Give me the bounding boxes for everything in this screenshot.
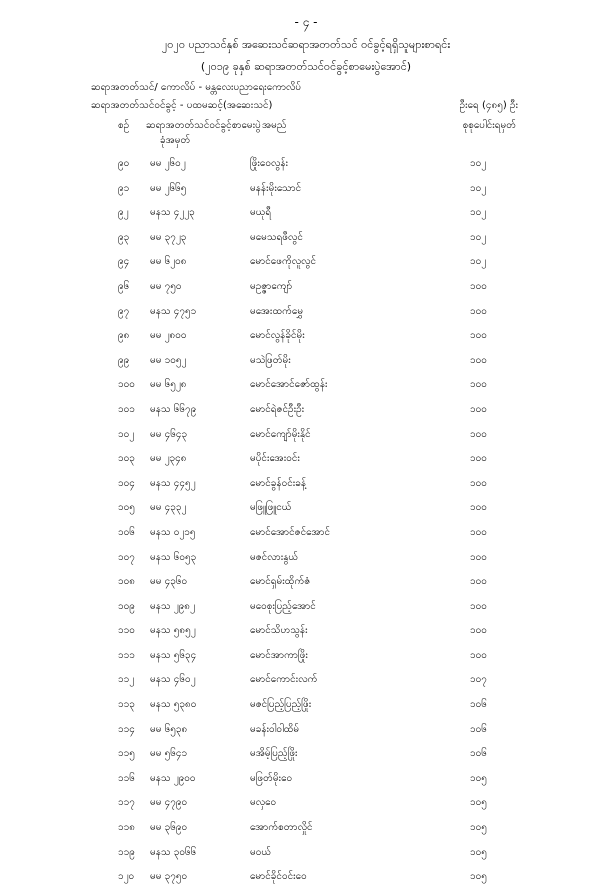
student-name: မောင်ရဲဇင်ဦးဦး — [250, 403, 305, 415]
document-subtitle: (၂၀၁၉ ခုနှစ် ဆရာအတတ်သင်ဝင်ခွင့်စာမေးပွဲအောင်) — [200, 60, 412, 73]
college-line: ဆရာအတတ်သင်/ ကောလိပ် - မန္တလေးပညာရေးကောလိပ် — [91, 82, 302, 93]
roll-number: မနသ ၄၇၅၁ — [150, 305, 197, 317]
total-score: ၁၀၀ — [470, 600, 487, 612]
student-name: မောင်ခိုင်ဝင်းဝေ — [250, 871, 307, 883]
total-score: ၁၀၀ — [470, 551, 487, 563]
student-name: မောင်ကောင်းလက် — [250, 674, 318, 686]
row-number: ၁၁၇ — [118, 797, 135, 809]
student-name: မောင်လွန်ခိုင်မိုး — [250, 330, 305, 342]
table-row — [0, 693, 612, 718]
roll-number: မနသ ၄၂၂၃ — [150, 207, 195, 219]
header-score: စုစုပေါင်းရမှတ် — [462, 120, 516, 131]
row-number: ၁၀၂ — [118, 428, 135, 440]
table-row — [0, 152, 612, 177]
total-score: ၁၀၀ — [470, 477, 487, 489]
total-score: ၁၀၀ — [470, 576, 487, 588]
total-score: ၁၀၅ — [470, 797, 487, 809]
table-row — [0, 865, 612, 890]
row-number: ၁၀၀ — [118, 379, 135, 391]
row-number: ၉၆ — [118, 280, 130, 292]
student-name: မောင်အောင်ဇော်ထွန်း — [250, 379, 328, 391]
roll-number: မမ ၄၃၆၀ — [150, 576, 188, 588]
table-row — [0, 546, 612, 571]
total-score: ၁၀၀ — [470, 428, 487, 440]
row-number: ၉၇ — [118, 305, 130, 317]
roll-number: မနသ ၀၂၁၅ — [150, 526, 196, 538]
total-count: ဦးရေ (၄၈၅) ဦး — [459, 100, 518, 111]
total-score: ၁၀၀ — [470, 403, 487, 415]
row-number: ၉၃ — [118, 231, 130, 243]
table-row — [0, 201, 612, 226]
roll-number: မမ ၇၅၀ — [150, 280, 182, 292]
roll-number: မနသ ၃၀၆၆ — [150, 846, 197, 858]
roll-number: မမ ၂၃၄၈ — [150, 453, 187, 465]
total-score: ၁၀၆ — [470, 748, 487, 760]
roll-number: မနသ ၂၉၀၀ — [150, 772, 196, 784]
total-score: ၁၀၆ — [470, 723, 487, 735]
table-row — [0, 275, 612, 300]
total-score: ၁၀၅ — [470, 772, 487, 784]
row-number: ၁၁၁ — [118, 649, 135, 661]
student-name: မလှဝေ — [250, 797, 277, 809]
row-number: ၁၀၇ — [118, 551, 135, 563]
table-row — [0, 570, 612, 595]
total-score: ၁၀၀ — [470, 526, 487, 538]
total-score: ၁၀၀ — [470, 625, 487, 637]
row-number: ၁၁၀ — [118, 625, 135, 637]
row-number: ၁၁၃ — [118, 699, 135, 711]
row-number: ၁၀၉ — [118, 600, 135, 612]
student-name: မဖြူဖြူငယ် — [250, 502, 292, 514]
roll-number: မမ ၃၇၂၃ — [150, 231, 187, 243]
roll-number: မနသ ၆၀၅၃ — [150, 551, 197, 563]
page-number: - ၄ - — [294, 15, 318, 29]
row-number: ၉၈ — [118, 330, 130, 342]
roll-number: မနသ ၆၆၇၉ — [150, 403, 197, 415]
table-row — [0, 423, 612, 448]
roll-number: မမ ၄၇၉၀ — [150, 797, 188, 809]
student-name: အောက်စတာလှိုင် — [250, 822, 313, 834]
roll-number: မနသ ၄၆၀၂ — [150, 674, 196, 686]
roll-number: မမ ၄၃၃၂ — [150, 502, 187, 514]
student-name: မဖြတ်မိုးဝေ — [250, 772, 293, 784]
roll-number: မမ ၃၆၉၀ — [150, 822, 188, 834]
row-number: ၁၁၆ — [118, 772, 135, 784]
table-row — [0, 619, 612, 644]
student-name: မအေးထက်မွှေ — [250, 305, 304, 317]
table-row — [0, 742, 612, 767]
row-number: ၉၁ — [118, 182, 130, 194]
row-number: ၁၀၆ — [118, 526, 135, 538]
student-name: မသဲဖြတ်မိုး — [250, 354, 291, 366]
total-score: ၁၀၂ — [470, 158, 487, 169]
total-score: ၁၀၀ — [470, 354, 487, 366]
roll-number: မနသ ၅၈၅၂ — [150, 625, 196, 637]
roll-number: မနသ ၅၆၃၄ — [150, 649, 197, 661]
table-row — [0, 447, 612, 472]
document-title: ၂၀၂၀ ပညာသင်နှစ် အဆေးသင်ဆရာအတတ်သင် ဝင်ခွင့်ရရှိသူများစာရင်း — [161, 38, 451, 51]
table-row — [0, 791, 612, 816]
student-name: မပိုင်းအေးဝင်း — [250, 453, 300, 465]
total-score: ၁၀၀ — [470, 502, 487, 514]
row-number: ၁၀၃ — [118, 453, 135, 465]
student-name: မောင်သိဟသွန်း — [250, 625, 308, 637]
row-number: ၁၁၉ — [118, 846, 135, 858]
student-name: မခန်းဝါဝါထိမ် — [250, 723, 300, 735]
student-name: မောင်ကျော်မိုးနိုင် — [250, 428, 311, 440]
row-number: ၁၁၅ — [118, 748, 135, 760]
roll-number: မမ ၁၀၅၂ — [150, 354, 187, 366]
header-no: စဉ် — [118, 120, 130, 131]
roll-number: မနသ ၅၃၈၀ — [150, 699, 197, 711]
total-score: ၁၀၀ — [470, 453, 487, 465]
row-number: ၁၁၈ — [118, 822, 135, 834]
table-row — [0, 718, 612, 743]
total-score: ၁၀၆ — [470, 699, 487, 711]
row-number: ၁၀၈ — [118, 576, 135, 588]
results-table — [0, 152, 612, 890]
roll-number: မမ ၂၆၀၂ — [150, 158, 186, 169]
table-row — [0, 324, 612, 349]
table-row — [0, 398, 612, 423]
total-score: ၁၀၀ — [470, 280, 487, 292]
student-name: မောင်ခွန်ဝင်းခန့် — [250, 477, 307, 489]
total-score: ၁၀၇ — [470, 674, 487, 686]
row-number: ၁၂၀ — [118, 871, 135, 883]
header-name: အမည် — [262, 120, 287, 131]
student-name: မယုရီ — [250, 207, 272, 219]
roll-number: မနသ ၂၉၈၂ — [150, 600, 195, 612]
table-row — [0, 644, 612, 669]
student-name: မအိမ့်ပြည့်ဖြိုး — [250, 748, 298, 760]
row-number: ၁၀၁ — [118, 403, 135, 415]
table-row — [0, 300, 612, 325]
row-number: ၁၁၄ — [118, 723, 135, 735]
roll-number: မမ ၅၆၄၁ — [150, 748, 188, 760]
row-number: ၁၀၅ — [118, 502, 135, 514]
table-row — [0, 595, 612, 620]
student-name: မနန်းမိုးသောင် — [250, 182, 302, 194]
student-name: မောင်ဖေကိုလူလွင် — [250, 256, 317, 268]
row-number: ၉၀ — [118, 158, 130, 169]
total-score: ၁၀၅ — [470, 846, 487, 858]
student-name: မဝေစုးပြည့်အောင် — [250, 600, 316, 612]
table-row — [0, 177, 612, 202]
total-score: ၁၀၅ — [470, 871, 487, 883]
roll-number: မမ ၃၇၅၀ — [150, 871, 188, 883]
roll-number: မမ ၆၂၀၈ — [150, 256, 187, 268]
student-name: မောင်အောင်ဇင်အောင် — [250, 526, 331, 538]
total-score: ၁၀၅ — [470, 822, 487, 834]
total-score: ၁၀၂ — [470, 256, 487, 268]
row-number: ၁၁၂ — [118, 674, 135, 686]
table-row — [0, 668, 612, 693]
total-score: ၁၀၀ — [470, 379, 487, 391]
table-row — [0, 816, 612, 841]
header-roll-number: ခုံအမှတ် — [160, 135, 191, 146]
student-name: ဖြိုးဝေလွန်း — [250, 158, 289, 169]
student-name: မဥဇ္ဇာကျော် — [250, 280, 293, 292]
student-name: မောင်အာကာဖြိုး — [250, 649, 308, 661]
total-score: ၁၀၀ — [470, 649, 487, 661]
student-name: မဇင်ပြည့်ပြည့်ဖြိုး — [250, 699, 312, 711]
header-roll: ဆရာအတတ်သင်ဝင်ခွင့်စာမေးပွဲ — [146, 120, 261, 131]
total-score: ၁၀၀ — [470, 330, 487, 342]
roll-number: မမ ၂၈၀၀ — [150, 330, 187, 342]
table-row — [0, 767, 612, 792]
table-row — [0, 496, 612, 521]
row-number: ၉၉ — [118, 354, 130, 366]
student-name: မဇင်လားနွယ် — [250, 551, 299, 563]
table-row — [0, 521, 612, 546]
student-name: မောင်ရှမ်းထိုက်ဇံ — [250, 576, 311, 588]
total-score: ၁၀၂ — [470, 207, 487, 219]
total-score: ၁၀၂ — [470, 231, 487, 243]
roll-number: မမ ၆၅၃၈ — [150, 723, 188, 735]
roll-number: မနသ ၄၄၅၂ — [150, 477, 196, 489]
roll-number: မမ ၂၆၆၅ — [150, 182, 187, 194]
row-number: ၁၀၄ — [118, 477, 135, 489]
student-name: မမေသရဖီလွင် — [250, 231, 303, 243]
row-number: ၉၂ — [118, 207, 129, 219]
table-row — [0, 472, 612, 497]
table-row — [0, 250, 612, 275]
roll-number: မမ ၄၆၄၃ — [150, 428, 188, 440]
table-row — [0, 841, 612, 866]
total-score: ၁၀၂ — [470, 182, 487, 194]
table-row — [0, 226, 612, 251]
roll-number: မမ ၆၅၂၈ — [150, 379, 187, 391]
row-number: ၉၄ — [118, 256, 130, 268]
total-score: ၁၀၀ — [470, 305, 487, 317]
entrance-level-line: ဆရာအတတ်သင်ဝင်ခွင့် - ပထမဆင့်(အဆေးသင်) — [91, 100, 273, 111]
table-row — [0, 373, 612, 398]
table-row — [0, 349, 612, 374]
student-name: မဝယ် — [250, 846, 272, 858]
